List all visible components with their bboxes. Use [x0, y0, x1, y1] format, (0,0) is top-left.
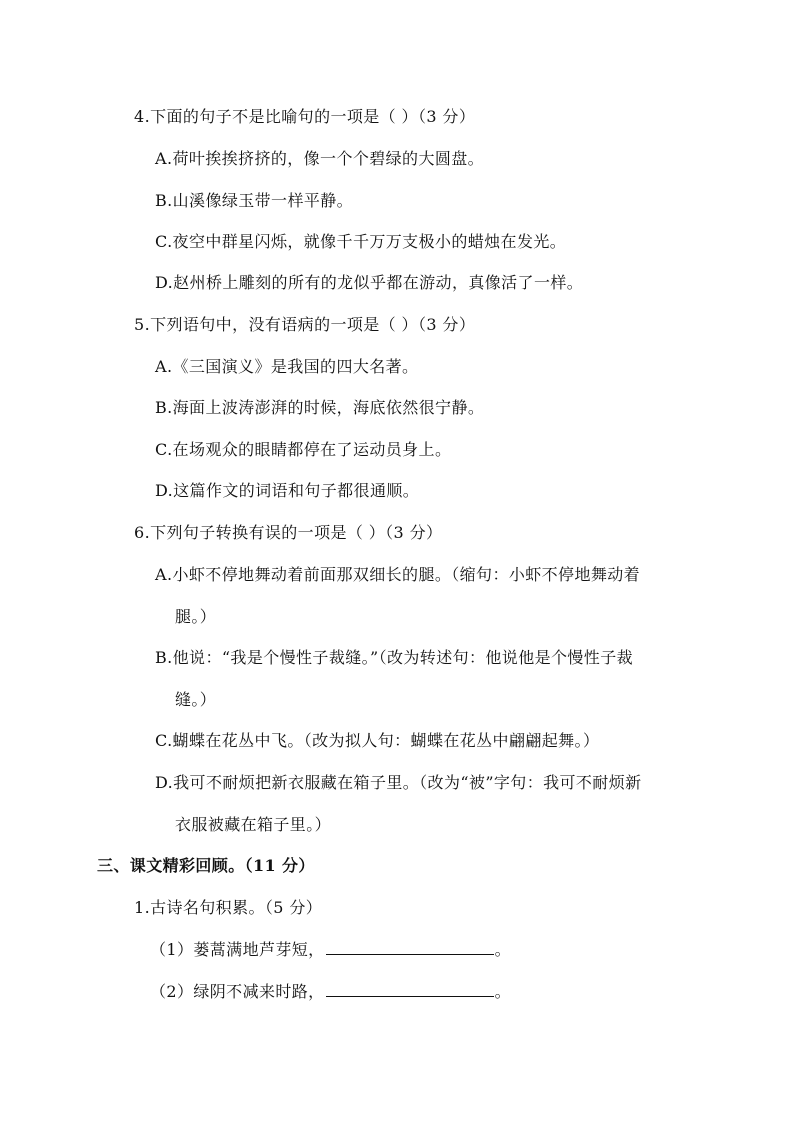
question-6-option-c: C.蝴蝶在花丛中飞。（改为拟人句：蝴蝶在花丛中翩翩起舞。） [155, 731, 600, 750]
question-5-option-c: C.在场观众的眼睛都停在了运动员身上。 [155, 440, 452, 459]
question-6-option-a-line1: A.小虾不停地舞动着前面那双细长的腿。（缩句：小虾不停地舞动着 [155, 565, 641, 584]
poem-fill-item-2 [150, 981, 511, 1003]
question-5-stem: 5.下列语句中，没有语病的一项是（ ）（3 分） [134, 315, 476, 334]
question-6-option-d-line1: D.我可不耐烦把新衣服藏在箱子里。（改为“被”字句：我可不耐烦新 [155, 773, 642, 792]
poem-fill-item-2-prompt: （2）绿阴不减来时路， [150, 982, 325, 1001]
question-5-option-b: B.海面上波涛澎湃的时候，海底依然很宁静。 [155, 398, 485, 417]
question-4-option-c: C.夜空中群星闪烁，就像千千万万支极小的蜡烛在发光。 [155, 232, 567, 251]
question-4-option-d: D.赵州桥上雕刻的所有的龙似乎都在游动，真像活了一样。 [155, 273, 584, 292]
question-6-option-d-line2: 衣服被藏在箱子里。） [175, 815, 332, 834]
poem-fill-blank-1[interactable] [326, 940, 494, 955]
question-5-option-d: D.这篇作文的词语和句子都很通顺。 [155, 481, 420, 500]
poem-fill-item-1-prompt: （1）蒌蒿满地芦芽短， [150, 940, 325, 959]
question-6-option-b-line2: 缝。） [175, 690, 217, 709]
question-4-stem: 4.下面的句子不是比喻句的一项是（ ）（3 分） [134, 107, 476, 126]
question-4-option-a: A.荷叶挨挨挤挤的，像一个个碧绿的大圆盘。 [155, 149, 485, 168]
section-3-heading: 三、课文精彩回顾。（11 分） [97, 856, 315, 875]
poem-fill-blank-2[interactable] [326, 982, 494, 997]
question-6-option-b-line1: B.他说：“我是个慢性子裁缝。”（改为转述句：他说他是个慢性子裁 [155, 648, 634, 667]
question-6-stem: 6.下列句子转换有误的一项是（ ）（3 分） [134, 523, 443, 542]
question-4-option-b: B.山溪像绿玉带一样平静。 [155, 191, 354, 210]
question-6-option-a-line2: 腿。） [175, 607, 217, 626]
poem-fill-item-1 [150, 939, 511, 961]
question-5-option-a: A.《三国演义》是我国的四大名著。 [155, 357, 419, 376]
poem-fill-item-1-end: 。 [494, 940, 511, 959]
section-3-question-1: 1.古诗名句积累。（5 分） [134, 898, 323, 917]
poem-fill-item-2-end: 。 [494, 982, 511, 1001]
